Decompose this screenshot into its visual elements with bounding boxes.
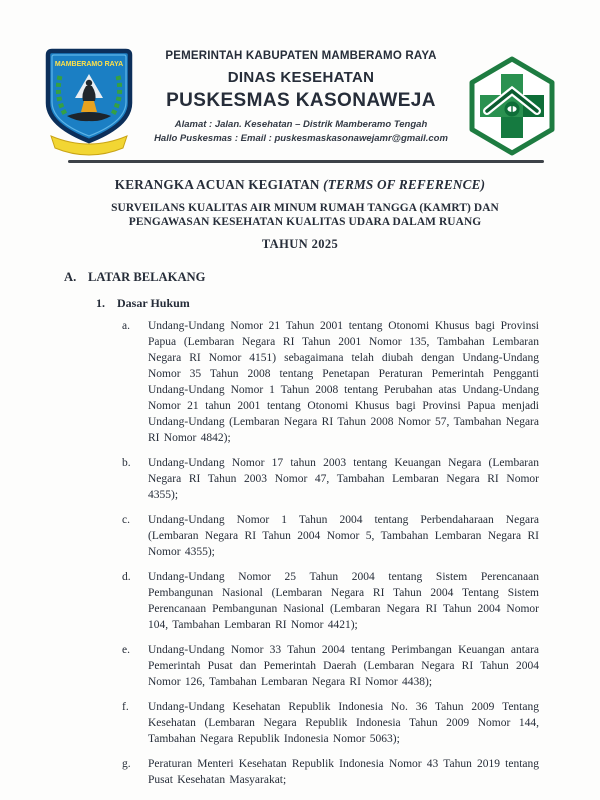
- list-item: [122, 642, 539, 690]
- facility-name: PUSKESMAS KASONAWEJA: [166, 90, 436, 111]
- list-item: [122, 455, 539, 503]
- title-main: KERANGKA ACUAN KEGIATAN: [114, 177, 320, 192]
- subsection-label: 1.: [96, 296, 105, 310]
- list-item-letter: c.: [122, 514, 130, 526]
- address-line: Alamat : Jalan. Kesehatan – Distrik Mamberamo Tengah: [174, 119, 428, 130]
- list-item-text: Peraturan Menteri Kesehatan Republik Indonesia Nomor 43 Tahun 2019 tentang Pusat Kesehatan Masyarakat;: [148, 758, 539, 786]
- legal-basis-list: [122, 318, 539, 797]
- letterhead: [38, 46, 562, 158]
- list-item: [122, 699, 539, 747]
- section-heading-latar-belakang: [64, 270, 205, 285]
- list-item-text: Undang-Undang Nomor 1 Tahun 2004 tentang Perbendaharaan Negara (Lembaran Negara RI Tahun 2004 Nomor 5, Tambahan Lembaran Negara RI Nomor 4355);: [148, 514, 539, 558]
- list-item-text: Undang-Undang Nomor 17 tahun 2003 tentang Keuangan Negara (Lembaran Negara RI Tahun 2003 Nomor 47, Tambahan Lembaran Negara RI Nomor 4355);: [148, 457, 539, 501]
- list-item-letter: a.: [122, 320, 130, 332]
- mamberamo-raya-seal-icon: [38, 46, 140, 158]
- seal-banner-text: MAMBERAMO RAYA: [54, 61, 124, 68]
- title-italic: (TERMS OF REFERENCE): [323, 177, 486, 192]
- list-item: [122, 512, 539, 560]
- list-item: [122, 569, 539, 633]
- document-year: TAHUN 2025: [261, 237, 339, 251]
- list-item-text: Undang-Undang Kesehatan Republik Indonesia No. 36 Tahun 2009 Tentang Kesehatan (Lembaran Negara Republik Indonesia Tahun 2009 Nomor 144, Tambahan Negara Republik Indonesia Nomor 5063);: [148, 701, 539, 745]
- section-title: LATAR BELAKANG: [88, 270, 206, 284]
- list-item-letter: d.: [122, 571, 131, 583]
- letterhead-text: [140, 46, 462, 144]
- section-label: A.: [64, 270, 77, 284]
- document-title: [30, 177, 570, 193]
- list-item-text: Undang-Undang Nomor 25 Tahun 2004 tentang Sistem Perencanaan Pembangunan Nasional (Lembaran Negara RI Tahun 2004 Tentang Sistem Perencanaan Pembangunan Nasional (Lembaran Negara RI Tahun 2004 Nomor 104, Tambahan Lembaran RI Nomor 4421);: [148, 571, 539, 631]
- regency-seal-logo: [38, 46, 140, 158]
- subsection-title: Dasar Hukum: [117, 296, 190, 310]
- list-item: [122, 756, 539, 788]
- list-item-text: Undang-Undang Nomor 21 Tahun 2001 tentang Otonomi Khusus bagi Provinsi Papua (Lembaran Negara RI Tahun 2001 Nomor 135, Tambahan Lembaran Negara RI Nomor 4151) sebagaimana telah diubah dengan Undang-Undang Nomor 35 Tahun 2008 tentang Penetapan Peraturan Pemerintah Pengganti Undang-Undang Nomor 1 Tahun 2008 tentang Perubahan atas Undang-Undang Nomor 21 tahun 2001 tentang Otonomi Khusus bagi Provinsi Papua menjadi Undang-Undang (Lembaran Negara RI Tahun 2008 Nomor 57, Tambahan Negara RI Nomor 4842);: [148, 320, 539, 444]
- list-item-letter: f.: [122, 701, 129, 713]
- list-item-letter: g.: [122, 758, 131, 770]
- list-item-letter: e.: [122, 644, 130, 656]
- puskesmas-cross-icon: [462, 56, 562, 156]
- government-line: PEMERINTAH KABUPATEN MAMBERAMO RAYA: [165, 50, 437, 62]
- department-line: DINAS KESEHATAN: [227, 69, 375, 86]
- puskesmas-logo: [462, 46, 562, 156]
- document-subtitle: SURVEILANS KUALITAS AIR MINUM RUMAH TANGGA (KAMRT) DAN PENGAWASAN KESEHATAN KUALITAS UDARA DALAM RUANG: [111, 202, 499, 228]
- list-item-letter: b.: [122, 457, 131, 469]
- list-item: [122, 318, 539, 446]
- subsection-heading-dasar-hukum: [96, 296, 190, 311]
- letterhead-divider: [68, 160, 544, 163]
- contact-line: Hallo Puskesmas : Email : puskesmaskasonawejamr@gmail.com: [154, 133, 448, 144]
- list-item-text: Undang-Undang Nomor 33 Tahun 2004 tentang Perimbangan Keuangan antara Pemerintah Pusat dan Pemerintah Daerah (Lembaran Negara RI Tahun 2004 Nomor 126, Tambahan Lembaran Negara RI Nomor 4438);: [148, 644, 539, 688]
